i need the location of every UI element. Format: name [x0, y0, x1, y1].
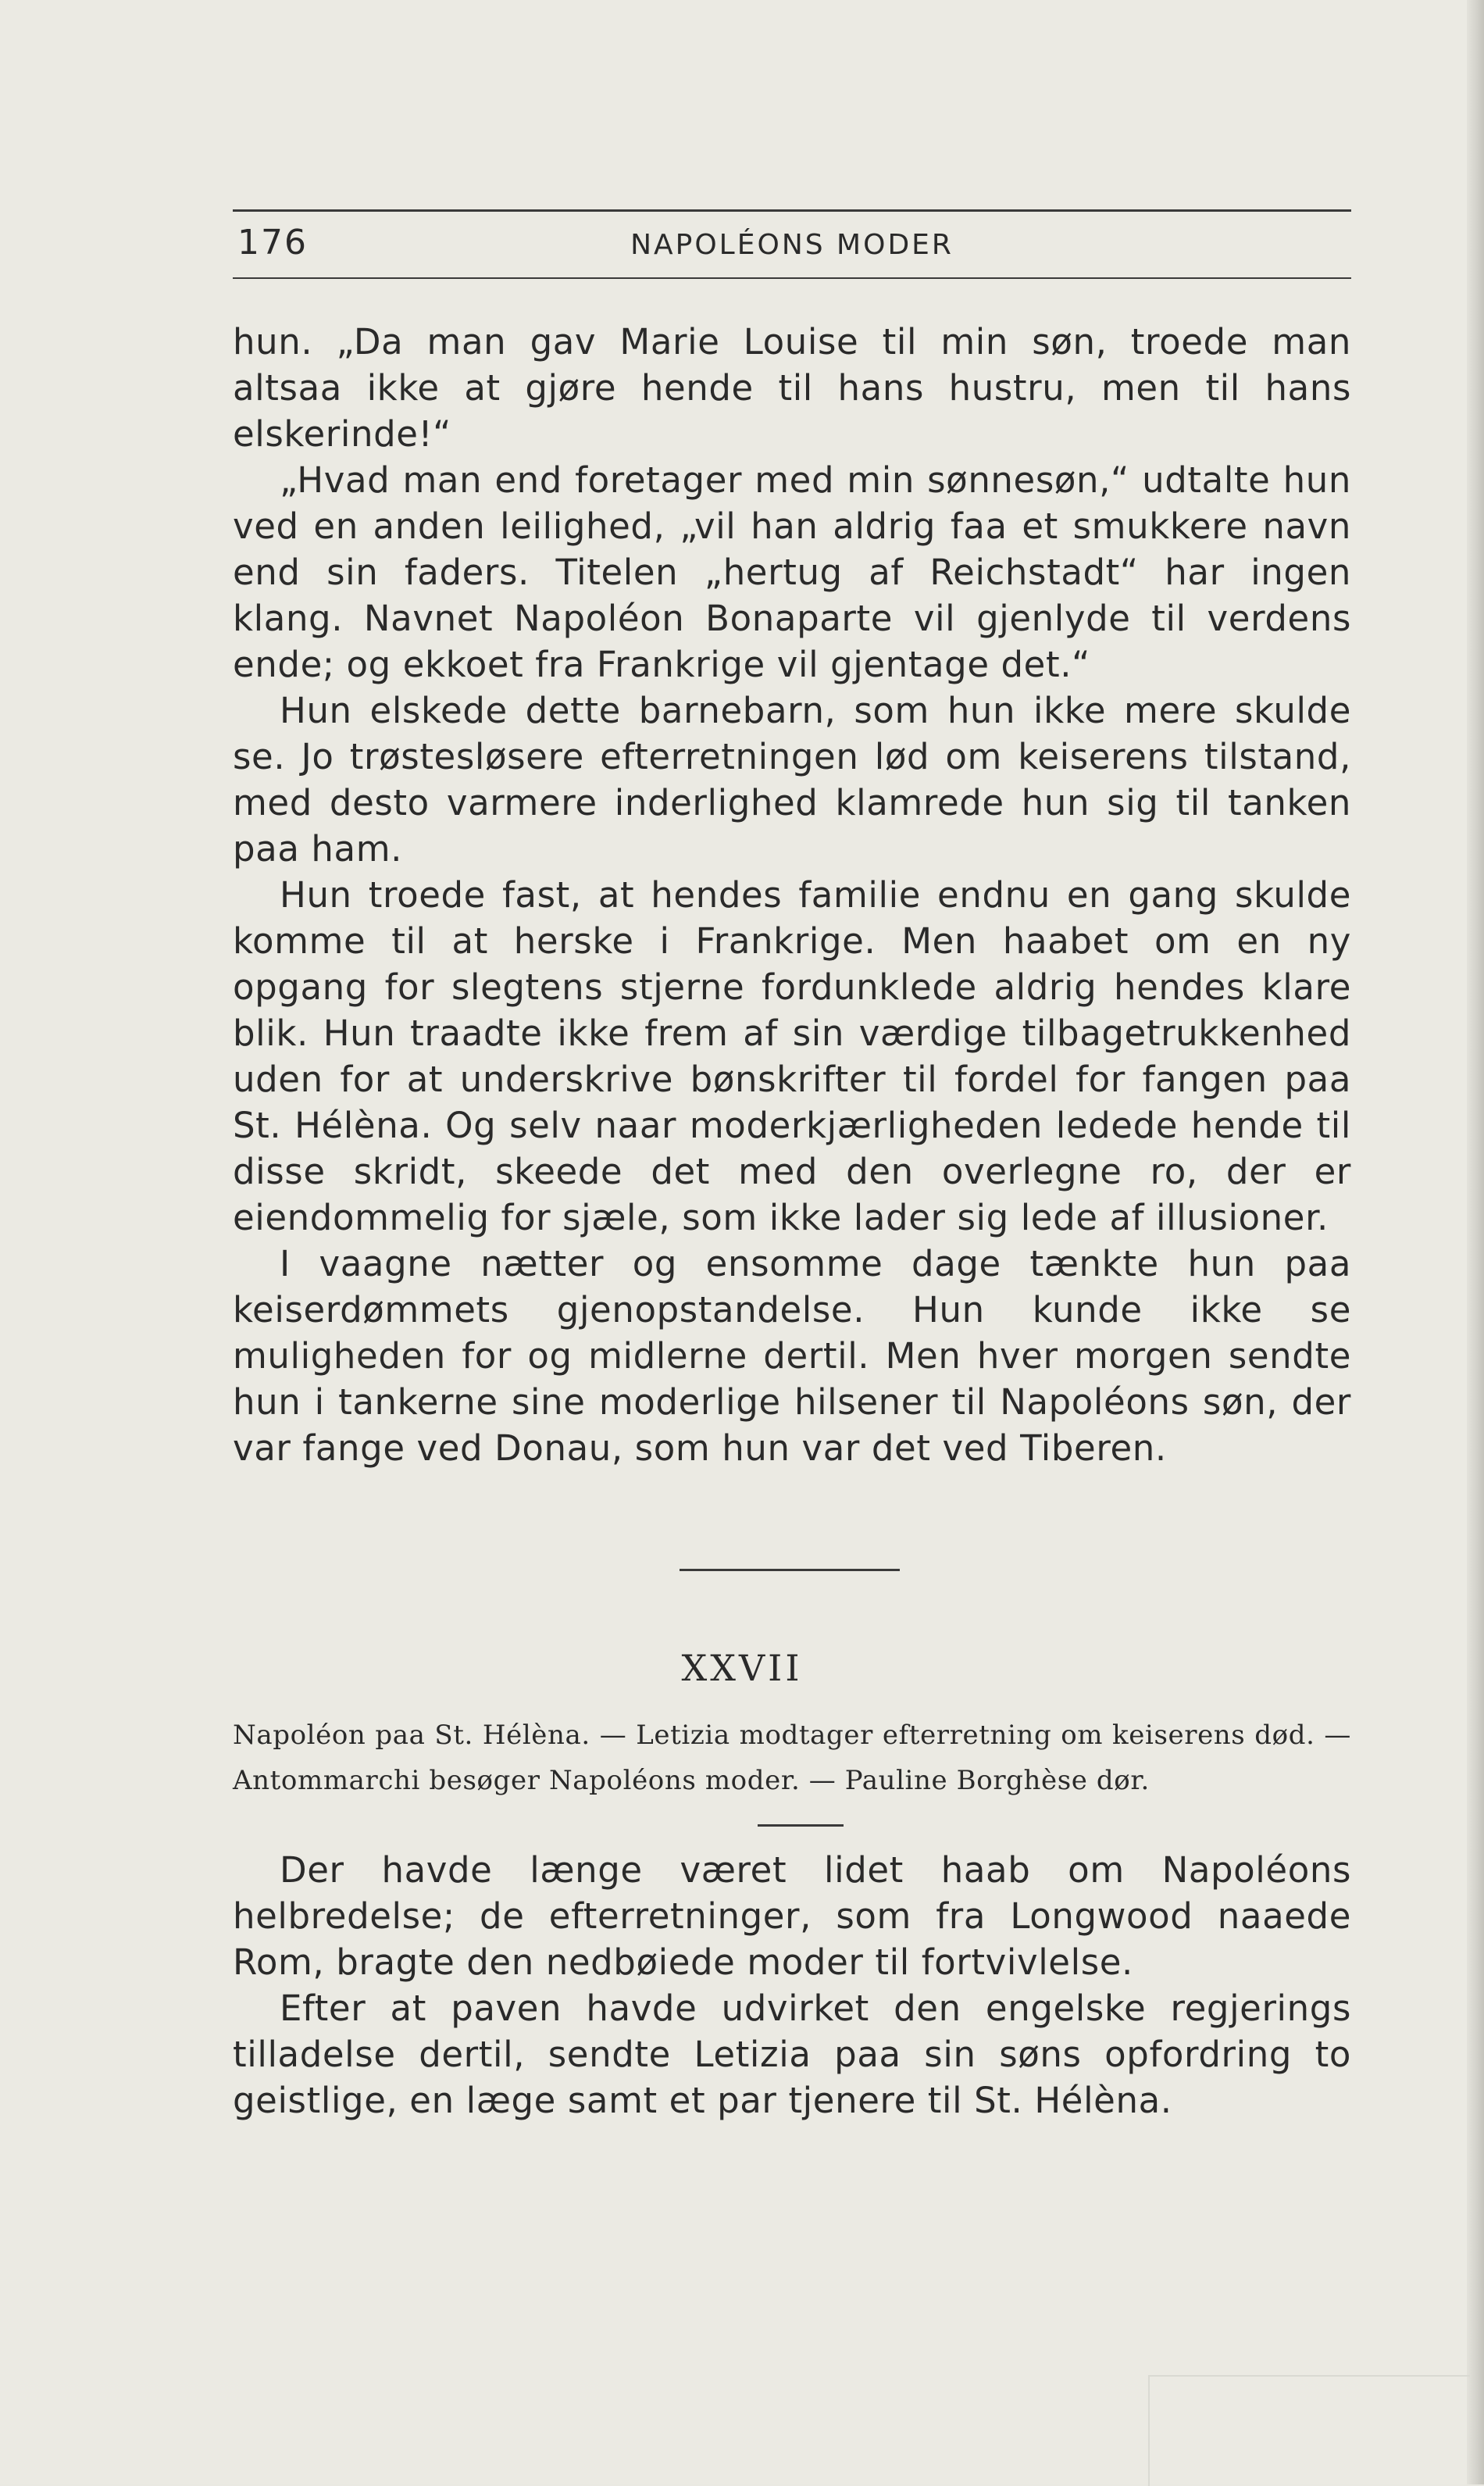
chapter-text	[233, 1847, 1351, 2123]
paragraph: Efter at paven havde udvirket den engelske regjerings tilladelse dertil, sendte Letizia paa sin søns opfordring to geistlige, en læge samt et par tjenere til St. Hélèna.	[233, 1988, 1351, 2121]
paragraph: Hun elskede dette barnebarn, som hun ikke mere skulde se. Jo trøstesløsere efterretningen lød om keiserens tilstand, med desto varmere inderlighed klamrede hun sig til tanken paa ham.	[233, 690, 1351, 870]
page-edge-shadow	[1467, 0, 1484, 2484]
section-separator	[680, 1569, 900, 1571]
body-text	[233, 319, 1351, 1471]
paragraph: „Hvad man end foretager med min sønnesøn,“ udtalte hun ved en anden leilighed, „vil han aldrig faa et smukkere navn end sin faders. Titelen „hertug af Reichstadt“ har ingen klang. Navnet Napoléon Bonaparte vil gjenlyde til verdens ende; og ekkoet fra Frankrige vil gjentage det.“	[233, 459, 1351, 685]
scan-corner-mark	[1148, 2375, 1470, 2486]
paragraph: Der havde længe været lidet haab om Napoléons helbredelse; de efterretninger, som fra Longwood naaede Rom, bragte den nedbøiede moder til fortvivlelse.	[233, 1849, 1351, 1983]
summary-rule	[758, 1824, 844, 1827]
chapter-summary: Napoléon paa St. Hélèna. — Letizia modtager efterretning om keiserens død. — Antommarchi besøger Napoléons moder. — Pauline Borghèse dør.	[233, 1720, 1351, 1796]
paragraph: hun. „Da man gav Marie Louise til min søn, troede man altsaa ikke at gjøre hende til hans hustru, men til hans elskerinde!“	[233, 321, 1351, 455]
chapter-number: XXVII	[681, 1647, 803, 1689]
page-header	[233, 209, 1351, 279]
page-number: 176	[237, 223, 308, 263]
running-title: NAPOLÉONS MODER	[630, 229, 954, 261]
paragraph: Hun troede fast, at hendes familie endnu en gang skulde komme til at herske i Frankrige. Men haabet om en ny opgang for slegtens stjerne fordunklede aldrig hendes klare blik. Hun traadte ikke frem af sin værdige tilbagetrukkenhed uden for at underskrive bønskrifter til fordel for fangen paa St. Hélèna. Og selv naar moderkjærligheden ledede hende til disse skridt, skeede det med den overlegne ro, der er eiendommelig for sjæle, som ikke lader sig lede af illusioner.	[233, 874, 1351, 1238]
paragraph: I vaagne nætter og ensomme dage tænkte hun paa keiserdømmets gjenopstandelse. Hun kunde ikke se muligheden for og midlerne dertil. Men hver morgen sendte hun i tankerne sine moderlige hilsener til Napoléons søn, der var fange ved Donau, som hun var det ved Tiberen.	[233, 1243, 1351, 1469]
